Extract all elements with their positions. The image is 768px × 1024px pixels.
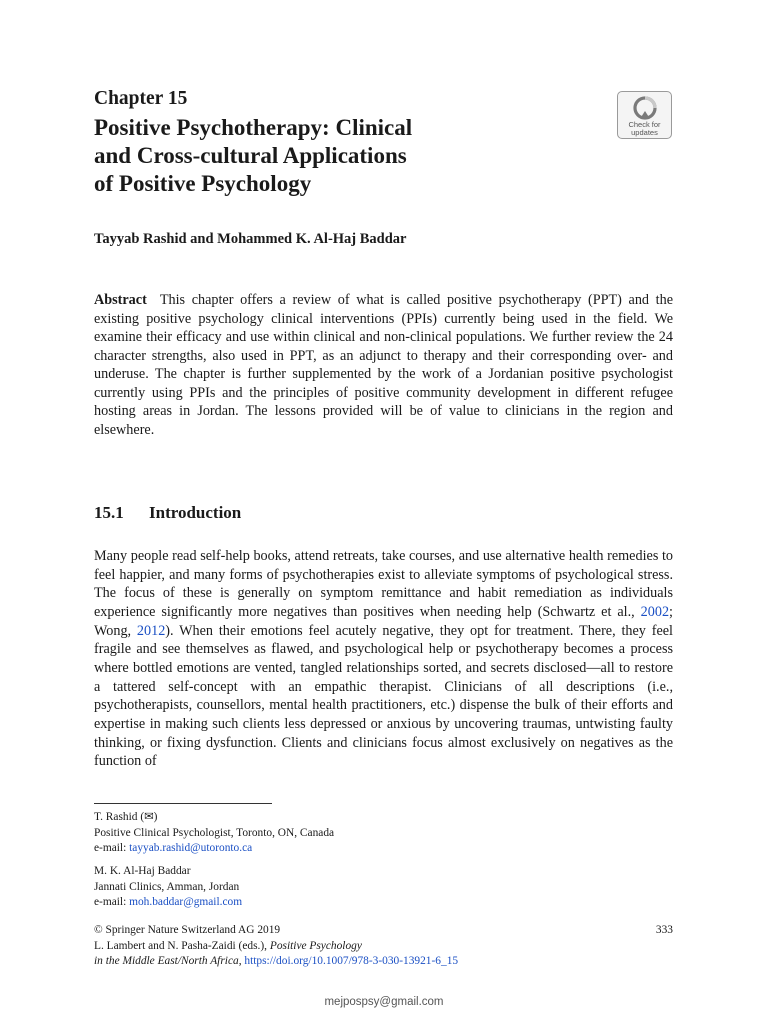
abstract-text: This chapter offers a review of what is called positive psychotherapy (PPT) and the existing positive psychology clinical interventions (PPIs) currently being used in the field. We examine their efficacy and use within clinical and non-clinical populations. We further review the 24 character strengths, also used in PPT, as an adjunct to therapy and their corresponding over- and underuse. The chapter is further supplemented by the work of a Jordanian positive psychologist currently using PPIs and the principles of positive community development in different refugee hosting areas in Jordan. The lessons provided will be of value to clinicians in the region and elsewhere. bbox=[94, 292, 673, 438]
body-paragraph bbox=[94, 547, 673, 771]
chapter-title-line-3: of Positive Psychology bbox=[94, 171, 312, 196]
editors-line: L. Lambert and N. Pasha-Zaidi (eds.), bbox=[94, 939, 270, 952]
author-2-footnote bbox=[94, 864, 673, 911]
page-number: 333 bbox=[655, 924, 673, 936]
check-for-updates-icon bbox=[632, 96, 658, 120]
author-1-footnote bbox=[94, 810, 673, 857]
copyright-line: © Springer Nature Switzerland AG 2019 bbox=[94, 924, 281, 936]
author-2-affiliation: Jannati Clinics, Amman, Jordan bbox=[94, 880, 240, 893]
author-1-email-label: e-mail: bbox=[94, 842, 130, 854]
author-list: Tayyab Rashid and Mohammed K. Al-Haj Baddar bbox=[94, 231, 407, 247]
footer-email: mejpospsy@gmail.com bbox=[324, 996, 444, 1008]
chapter-title bbox=[94, 114, 554, 198]
citation-link-2002[interactable]: 2002 bbox=[640, 603, 670, 620]
body-text-part-2: ; Wong, bbox=[94, 603, 673, 639]
author-1-email-link[interactable]: tayyab.rashid@utoronto.ca bbox=[129, 842, 253, 854]
section-title: Introduction bbox=[149, 503, 242, 522]
book-title-part-1: Positive Psychology bbox=[269, 939, 362, 952]
citation-link-2012[interactable]: 2012 bbox=[136, 622, 166, 639]
author-2-email-link[interactable]: moh.baddar@gmail.com bbox=[129, 896, 243, 908]
abstract-label: Abstract bbox=[94, 292, 147, 308]
section-heading bbox=[94, 503, 241, 523]
badge-line-2: updates bbox=[631, 128, 658, 137]
chapter-title-line-2: and Cross-cultural Applications bbox=[94, 143, 407, 168]
chapter-number: Chapter 15 bbox=[94, 88, 188, 109]
author-2-email-label: e-mail: bbox=[94, 896, 130, 908]
mail-icon: (✉) bbox=[140, 811, 158, 823]
section-number: 15.1 bbox=[94, 503, 124, 522]
chapter-title-line-1: Positive Psychotherapy: Clinical bbox=[94, 115, 413, 140]
book-title-part-2: in the Middle East/North Africa bbox=[94, 955, 239, 967]
doi-separator: , bbox=[238, 955, 245, 967]
body-text-part-3: ). When their emotions feel acutely negative, they opt for treatment. There, they feel fragile and see themselves as flawed, and psychological help or psychotherapy becomes a process where bottled emotions are vented, tangled relationships sorted, and secrets disclosed—all to restore a tattered self-concept with an empathic therapist. Clinicians of all descriptions (i.e., psychotherapists, counsellors, mental health practitioners, etc.) dispense the bulk of their efforts and expertise in making such clients less depressed or anxious by uncovering traumas, untwisting faulty thinking, or fixing dysfunction. Clients and clinicians focus almost exclusively on negatives as the function of bbox=[94, 622, 673, 770]
author-2-name: M. K. Al-Haj Baddar bbox=[94, 865, 191, 877]
badge-line-1: Check for bbox=[628, 120, 661, 129]
author-1-affiliation: Positive Clinical Psychologist, Toronto, ON, Canada bbox=[94, 826, 335, 839]
check-for-updates-badge[interactable] bbox=[617, 91, 672, 139]
footnote-divider bbox=[94, 803, 272, 804]
body-text-part-1: Many people read self-help books, attend retreats, take courses, and use alternative health remedies to feel happier, and many forms of psychotherapies exist to alleviate symptoms of psychological stress. The focus of these is generally on symptom remittance and habit remediation as individuals experience significantly more negatives than positives when needing help (Schwartz et al., bbox=[94, 548, 673, 620]
abstract bbox=[94, 291, 673, 439]
publication-info bbox=[94, 923, 673, 970]
doi-link[interactable]: https://doi.org/10.1007/978-3-030-13921-6_15 bbox=[244, 955, 459, 967]
author-1-name: T. Rashid bbox=[94, 811, 138, 823]
